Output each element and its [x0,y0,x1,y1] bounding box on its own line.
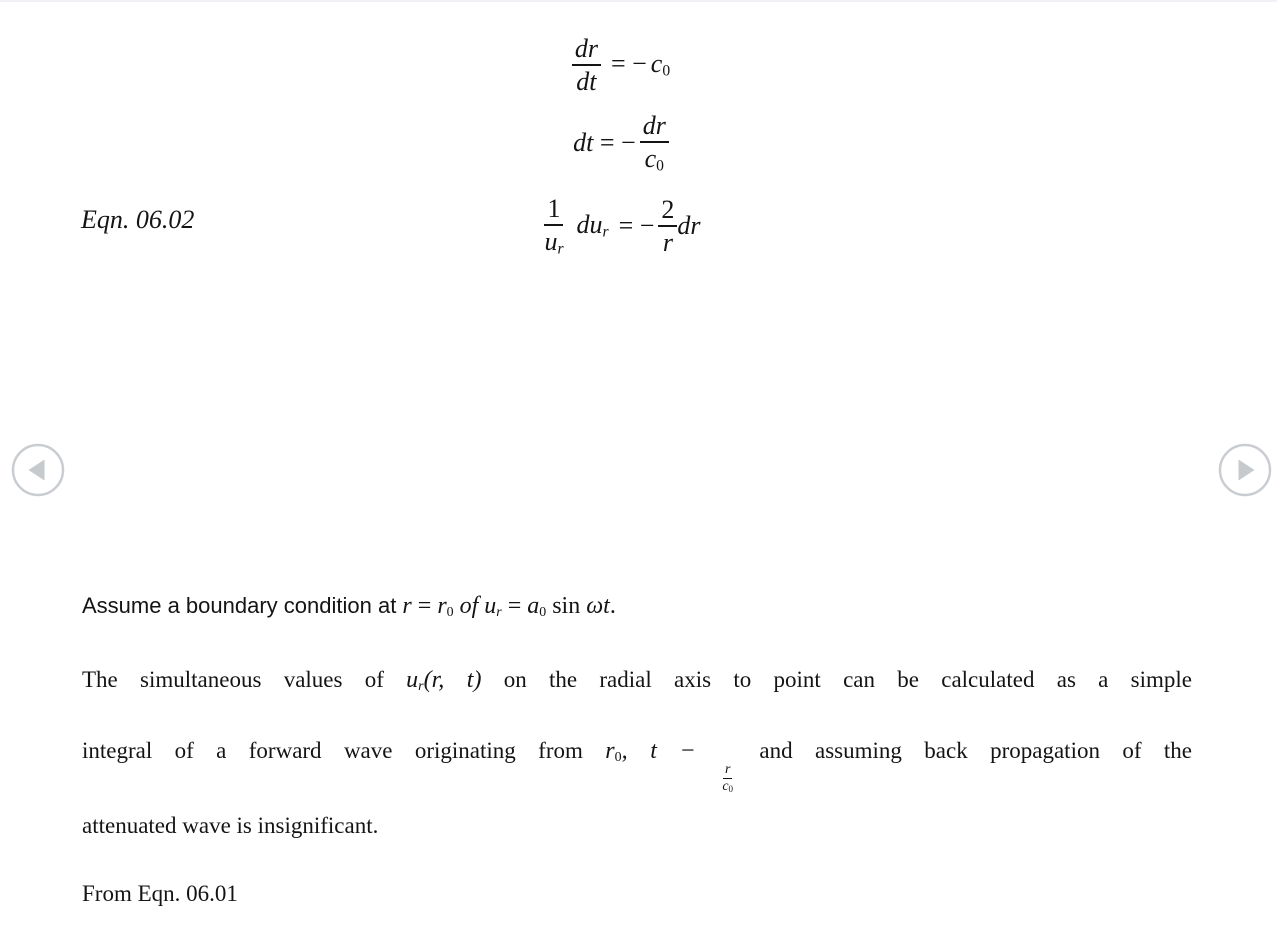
var-u: u [406,667,419,693]
equals-minus: = − [593,127,636,157]
subscript-0: 0 [662,62,671,80]
var-du: du [576,210,603,240]
fraction-denominator [642,143,667,175]
paragraph-simultaneous-line1 [82,663,1192,704]
fraction-2-r [658,195,677,257]
subscript-r: r [602,223,609,241]
equals-minus: = − [618,210,655,240]
subscript-r: r [418,678,424,694]
page-top-border [0,0,1277,2]
subscript-0: 0 [446,604,454,620]
equation-2 [0,111,1242,175]
p2l2-text2: and assuming back propagation of the [737,738,1192,763]
fraction-1-ur [541,194,566,258]
fraction-numerator: 1 [544,194,563,226]
var-r: r [605,738,615,764]
subscript-0: 0 [614,749,622,765]
paragraph-simultaneous-line2 [82,734,1192,795]
previous-slide-button[interactable] [11,443,65,497]
p2l1-math-ur-rt [406,667,481,693]
p1-connector-of: of [453,593,485,619]
next-slide-button[interactable] [1218,443,1272,497]
comma-t-minus: , t − [621,738,719,764]
fraction-dr-c0 [640,111,669,175]
var-omega-t: ωt [586,593,610,619]
paragraph-simultaneous-line3: attenuated wave is insignificant. [82,813,379,838]
period: . [609,593,616,619]
equals: = [411,593,438,619]
right-arrow-circle-icon [1218,443,1272,497]
fraction-numerator: dr [572,34,601,66]
var-c: c [650,49,663,79]
p1-math-ur-a0-sinwt [484,593,616,619]
equation-2-lhs [573,129,636,158]
equals-minus: = − [610,49,647,79]
fraction-numerator: r [723,762,732,779]
var-u: u [544,227,558,257]
subscript-0: 0 [539,604,547,620]
subscript-r: r [557,240,564,258]
term-dur [577,211,609,241]
var-c: c [722,779,729,795]
var-u: u [484,593,497,619]
equation-1-rhs [611,50,670,80]
fraction-denominator [541,226,566,258]
term-dr: dr [677,210,701,240]
sin-function: sin [546,593,587,619]
p1-math-r-r0 [402,593,453,619]
var-c: c [644,144,657,174]
left-arrow-circle-icon [11,443,65,497]
var-dt: dt [573,127,594,157]
fraction-denominator [720,779,735,795]
equals: = [501,593,528,619]
p2l1-text1: The simultaneous values of [82,667,407,692]
equation-label: Eqn. 06.02 [81,205,195,234]
fraction-numerator: dr [640,111,669,143]
args-r-t: (r, t) [423,667,482,693]
fraction-denominator: r [662,227,673,257]
p1-lead-text: Assume a boundary condition at [82,593,403,618]
p2l2-text1: integral of a forward wave originating from [82,738,606,763]
var-a: a [527,593,540,619]
p2l1-text2: on the radial axis to point can be calculated as a simple [481,667,1192,692]
p2l2-math-r0-t [605,738,718,764]
equation-1 [0,34,1242,96]
var-r: r [402,593,412,619]
var-r0: r [437,593,447,619]
fraction-numerator: 2 [658,195,677,227]
paragraph-boundary-condition [82,589,1192,630]
fraction-denominator: dt [576,67,597,97]
paragraph-from-eqn: From Eqn. 06.01 [82,881,238,906]
inline-fraction-r-c0 [720,762,735,795]
subscript-r: r [496,604,502,620]
fraction-dr-dt [572,34,601,96]
subscript-0: 0 [728,784,734,795]
subscript-0: 0 [656,157,664,175]
